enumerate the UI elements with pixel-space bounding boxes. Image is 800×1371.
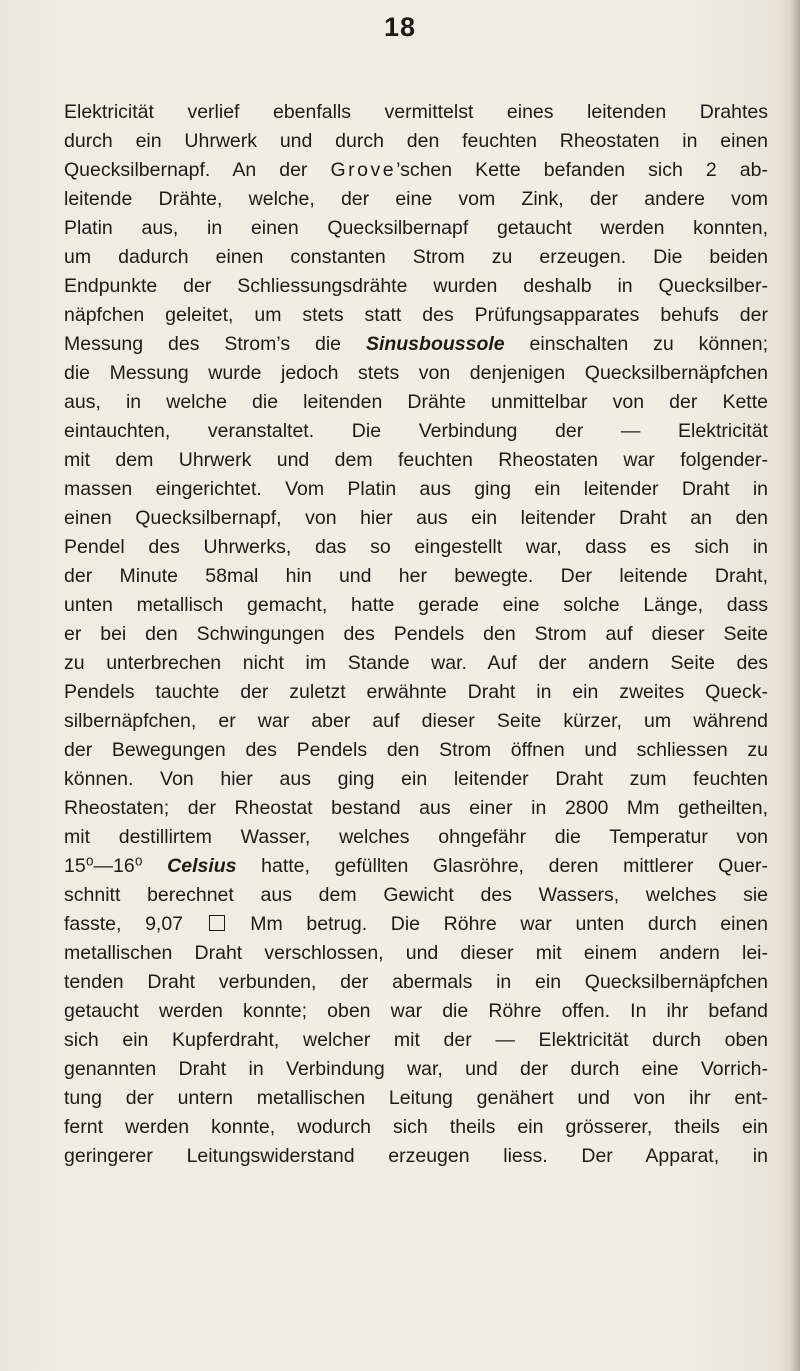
square-symbol-icon <box>209 915 225 931</box>
text-line: Elektricität verlief ebenfalls vermittelst eines leitenden Drahtes <box>64 101 768 123</box>
text-line: massen eingerichtet. Vom Platin aus ging ein leitender Draht in <box>64 478 768 500</box>
text-segment: 15⁰—16⁰ <box>64 855 168 877</box>
text-line: metallischen Draht verschlossen, und dieser mit einem andern lei- <box>64 942 768 964</box>
text-segment: fasste, 9,07 <box>64 913 207 935</box>
text-line: der Minute 58mal hin und her bewegte. Der leitende Draht, <box>64 565 768 587</box>
text-line: tenden Draht verbunden, der abermals in ein Quecksilbernäpfchen <box>64 971 768 993</box>
text-segment: ’schen Kette befanden sich 2 ab- <box>396 159 768 181</box>
text-line <box>64 910 768 939</box>
text-line <box>64 852 768 881</box>
text-line: leitende Drähte, welche, der eine vom Zink, der andere vom <box>64 188 768 210</box>
text-line: eintauchten, veranstaltet. Die Verbindung der — Elektricität <box>64 420 768 442</box>
text-line: schnitt berechnet aus dem Gewicht des Wassers, welches sie <box>64 884 768 906</box>
text-line: aus, in welche die leitenden Drähte unmittelbar von der Kette <box>64 391 768 413</box>
text-line: Rheostaten; der Rheostat bestand aus einer in 2800 Mm getheilten, <box>64 797 768 819</box>
text-line: näpfchen geleitet, um stets statt des Prüfungsapparates behufs der <box>64 304 768 326</box>
text-line: unten metallisch gemacht, hatte gerade eine solche Länge, dass <box>64 594 768 616</box>
text-line: fernt werden konnte, wodurch sich theils ein grösserer, theils ein <box>64 1116 768 1138</box>
text-line: Platin aus, in einen Quecksilbernapf getaucht werden konnten, <box>64 217 768 239</box>
text-line: Pendels tauchte der zuletzt erwähnte Draht in ein zweites Queck- <box>64 681 768 703</box>
text-line: Endpunkte der Schliessungsdrähte wurden deshalb in Quecksilber- <box>64 275 768 297</box>
text-line: einen Quecksilbernapf, von hier aus ein leitender Draht an den <box>64 507 768 529</box>
text-line: silbernäpfchen, er war aber auf dieser Seite kürzer, um während <box>64 710 768 732</box>
text-line: tung der untern metallischen Leitung genähert und von ihr ent- <box>64 1087 768 1109</box>
page-edge-shadow <box>790 0 800 1371</box>
body-text <box>64 98 768 1171</box>
text-line: genannten Draht in Verbindung war, und der durch eine Vorrich- <box>64 1058 768 1080</box>
text-line: geringerer Leitungswiderstand erzeugen liess. Der Apparat, in <box>64 1145 768 1167</box>
text-segment: Messung des Strom’s die <box>64 333 366 355</box>
text-line: sich ein Kupferdraht, welcher mit der — Elektricität durch oben <box>64 1029 768 1051</box>
text-line: getaucht werden konnte; oben war die Röhre offen. In ihr befand <box>64 1000 768 1022</box>
italic-term-sinusboussole: Sinusboussole <box>365 333 505 355</box>
text-line: durch ein Uhrwerk und durch den feuchten Rheostaten in einen <box>64 130 768 152</box>
page-number: 18 <box>383 12 417 42</box>
text-segment: Mm betrug. Die Röhre war unten durch einen <box>226 913 768 935</box>
text-segment: einschalten zu können; <box>504 333 768 355</box>
text-line: Pendel des Uhrwerks, das so eingestellt war, dass es sich in <box>64 536 768 558</box>
text-line: mit destillirtem Wasser, welches ohngefähr die Temperatur von <box>64 826 768 848</box>
text-line <box>64 156 768 185</box>
text-line: die Messung wurde jedoch stets von denjenigen Quecksilbernäpfchen <box>64 362 768 384</box>
text-line: mit dem Uhrwerk und dem feuchten Rheostaten war folgender- <box>64 449 768 471</box>
text-segment: hatte, gefüllten Glasröhre, deren mittlerer Quer- <box>236 855 768 877</box>
text-segment: Quecksilbernapf. An der <box>64 159 331 181</box>
spaced-name-grove: Grove <box>330 159 397 181</box>
text-line: der Bewegungen des Pendels den Strom öffnen und schliessen zu <box>64 739 768 761</box>
italic-term-celsius: Celsius <box>167 855 237 877</box>
text-line: zu unterbrechen nicht im Stande war. Auf der andern Seite des <box>64 652 768 674</box>
text-line: können. Von hier aus ging ein leitender Draht zum feuchten <box>64 768 768 790</box>
text-line <box>64 330 768 359</box>
text-line: er bei den Schwingungen des Pendels den Strom auf dieser Seite <box>64 623 768 645</box>
text-line: um dadurch einen constanten Strom zu erzeugen. Die beiden <box>64 246 768 268</box>
